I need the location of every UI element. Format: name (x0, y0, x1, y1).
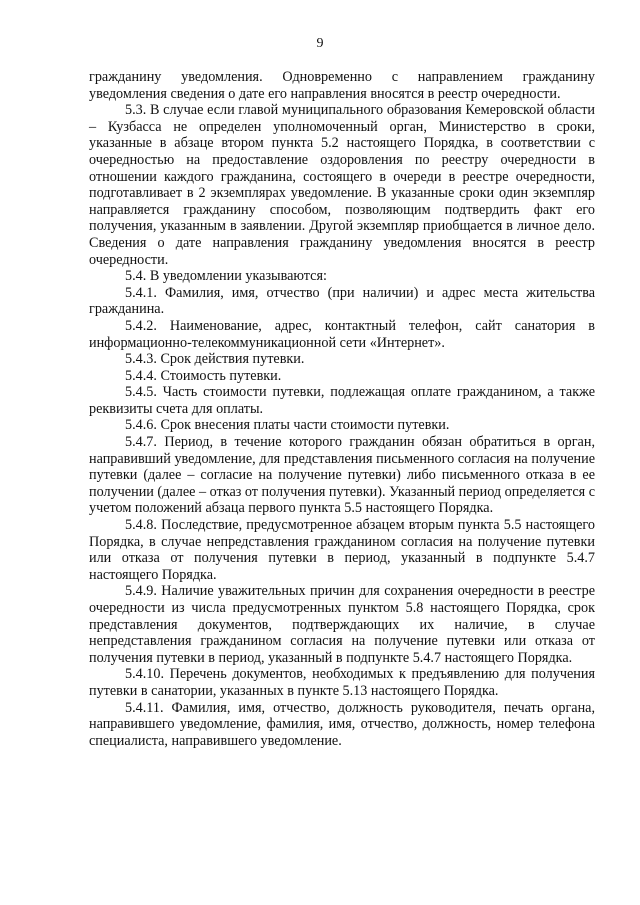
paragraph-5-4-11: 5.4.11. Фамилия, имя, отчество, должность руководителя, печать органа, направившего уведомление, фамилия, имя, отчество, должность, номер телефона специалиста, направившего уведомление. (89, 699, 595, 749)
paragraph-5-4-9: 5.4.9. Наличие уважительных причин для сохранения очередности в реестре очередности из числа предусмотренных пунктом 5.8 настоящего Порядка, срок представления документов, подтверждающих их наличие, в случае непредставления гражданином согласия на получение путевки или отказа от получения путевки в период, указанный в подпункте 5.4.7 настоящего Порядка. (89, 583, 595, 666)
paragraph-5-4-3: 5.4.3. Срок действия путевки. (125, 351, 305, 368)
paragraph-5-4-6: 5.4.6. Срок внесения платы части стоимости путевки. (125, 417, 450, 434)
paragraph-5-4-8: 5.4.8. Последствие, предусмотренное абзацем вторым пункта 5.5 настоящего Порядка, в случае непредставления гражданином согласия на получение путевки или отказа от получения путевки в период, указанный в подпункте 5.4.7 настоящего Порядка. (89, 517, 595, 583)
paragraph-5-4: 5.4. В уведомлении указываются: (125, 268, 327, 285)
paragraph-5-4-5: 5.4.5. Часть стоимости путевки, подлежащая оплате гражданином, а также реквизиты счета для оплаты. (89, 384, 595, 417)
paragraph-continuation: гражданину уведомления. Одновременно с направлением гражданину уведомления сведения о дате его направления вносятся в реестр очередности. (89, 69, 595, 102)
page-number: 9 (316, 36, 324, 51)
paragraph-5-4-7: 5.4.7. Период, в течение которого гражданин обязан обратиться в орган, направивший уведомление, для представления письменного согласия на получение путевки (далее – согласие на получение путевки) либо письменного отказа в ее получении (далее – отказ от получения путевки). Указанный период определяется с учетом положений абзаца первого пункта 5.5 настоящего Порядка. (89, 434, 595, 517)
paragraph-5-4-1: 5.4.1. Фамилия, имя, отчество (при наличии) и адрес места жительства гражданина. (89, 284, 595, 318)
paragraph-5-4-4: 5.4.4. Стоимость путевки. (125, 367, 282, 384)
paragraph-5-3: 5.3. В случае если главой муниципального образования Кемеровской области – Кузбасса не определен уполномоченный орган, Министерство в сроки, указанные в абзаце втором пункта 5.2 настоящего Порядка, в соответствии с очередностью на предоставление оздоровления по реестру очередности в отношении каждого гражданина, состоящего в очереди в реестре очередности, подготавливает в 2 экземплярах уведомление. В указанные сроки один экземпляр направляется гражданину способом, позволяющим подтвердить факт его получения, указанным в заявлении. Другой экземпляр приобщается в личное дело. Сведения о дате направления гражданину уведомления вносятся в реестр очередности. (89, 102, 595, 268)
paragraph-5-4-2: 5.4.2. Наименование, адрес, контактный телефон, сайт санатория в информационно-телекоммуникационной сети «Интернет». (89, 317, 595, 351)
paragraph-5-4-10: 5.4.10. Перечень документов, необходимых к предъявлению для получения путевки в санатории, указанных в пункте 5.13 настоящего Порядка. (89, 666, 595, 699)
document-body (89, 69, 595, 749)
